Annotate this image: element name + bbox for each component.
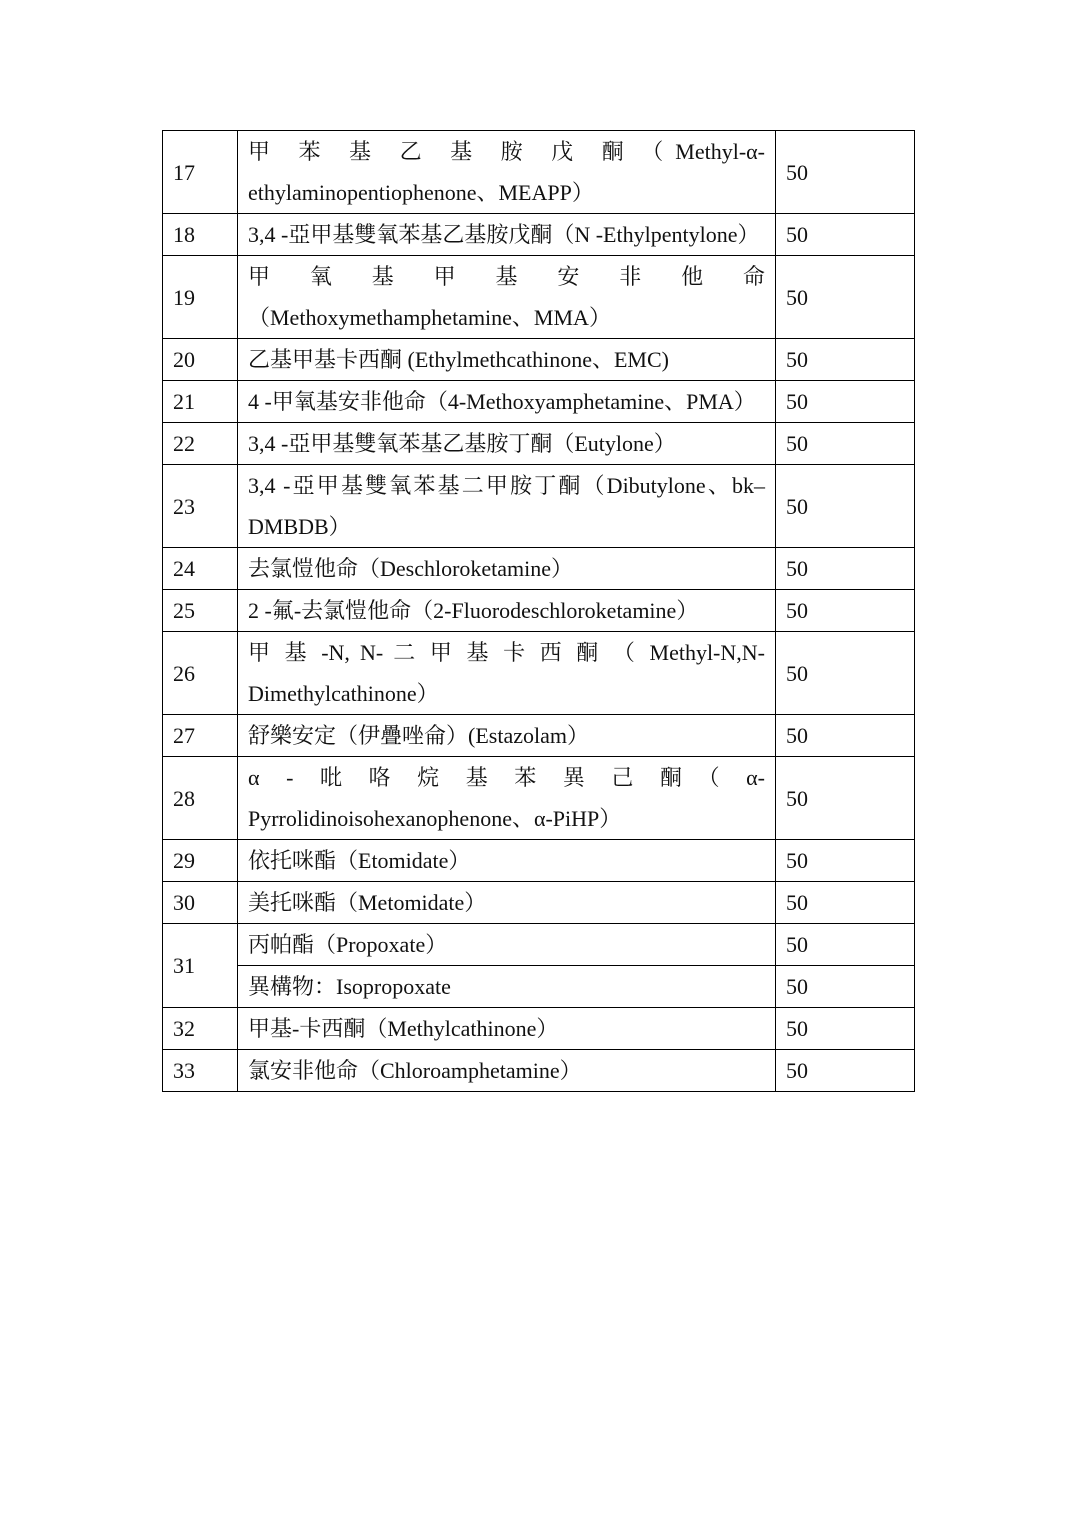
substance-value: 50 [776, 256, 915, 339]
substance-value: 50 [776, 632, 915, 715]
substance-name: 去氯愷他命（Deschloroketamine） [238, 548, 776, 590]
substance-value: 50 [776, 214, 915, 256]
row-number: 32 [163, 1008, 238, 1050]
row-number: 33 [163, 1050, 238, 1092]
row-number: 31 [163, 924, 238, 1008]
substance-value: 50 [776, 882, 915, 924]
row-number: 29 [163, 840, 238, 882]
table-row [163, 1050, 915, 1092]
row-number: 28 [163, 757, 238, 840]
table-row [163, 256, 915, 339]
row-number: 19 [163, 256, 238, 339]
substance-name: 乙基甲基卡西酮 (Ethylmethcathinone、EMC) [238, 339, 776, 381]
substance-name: 2 -氟-去氯愷他命（2-Fluorodeschloroketamine） [238, 590, 776, 632]
table-row [163, 632, 915, 715]
table-row [163, 465, 915, 548]
row-number: 30 [163, 882, 238, 924]
row-number: 27 [163, 715, 238, 757]
substance-name: 氯安非他命（Chloroamphetamine） [238, 1050, 776, 1092]
row-number: 21 [163, 381, 238, 423]
substance-name: 3,4 -亞甲基雙氧苯基乙基胺丁酮（Eutylone） [238, 423, 776, 465]
substance-name: 3,4 -亞甲基雙氧苯基二甲胺丁酮（Dibutylone、bk–DMBDB） [238, 465, 776, 548]
substance-table [162, 130, 915, 1092]
row-number: 17 [163, 131, 238, 214]
substance-value: 50 [776, 590, 915, 632]
substance-value: 50 [776, 465, 915, 548]
table-row [163, 214, 915, 256]
substance-name: 甲基-卡西酮（Methylcathinone） [238, 1008, 776, 1050]
substance-name: 甲 氧 基 甲 基 安 非 他 命（Methoxymethamphetamine、MMA） [238, 256, 776, 339]
row-number: 24 [163, 548, 238, 590]
substance-value: 50 [776, 715, 915, 757]
substance-name: 4 -甲氧基安非他命（4-Methoxyamphetamine、PMA） [238, 381, 776, 423]
table-row [163, 840, 915, 882]
substance-name: 甲 苯 基 乙 基 胺 戊 酮 （ Methyl-α-ethylaminopentiophenone、MEAPP） [238, 131, 776, 214]
table-row [163, 924, 915, 966]
substance-name: 3,4 -亞甲基雙氧苯基乙基胺戊酮（N -Ethylpentylone） [238, 214, 776, 256]
substance-isomer-name: 異構物：Isopropoxate [238, 966, 776, 1008]
substance-value: 50 [776, 924, 915, 966]
table-row [163, 339, 915, 381]
row-number: 20 [163, 339, 238, 381]
table-row [163, 757, 915, 840]
table-row [163, 966, 915, 1008]
substance-value: 50 [776, 966, 915, 1008]
substance-name: 依托咪酯（Etomidate） [238, 840, 776, 882]
table-row [163, 381, 915, 423]
row-number: 23 [163, 465, 238, 548]
table-row [163, 1008, 915, 1050]
substance-value: 50 [776, 1008, 915, 1050]
table-row [163, 423, 915, 465]
substance-name: 甲 基 -N, N- 二 甲 基 卡 西 酮 （ Methyl-N,N-Dimethylcathinone） [238, 632, 776, 715]
row-number: 22 [163, 423, 238, 465]
table-row [163, 590, 915, 632]
table-row [163, 548, 915, 590]
table-row [163, 715, 915, 757]
row-number: 26 [163, 632, 238, 715]
substance-name: α - 吡 咯 烷 基 苯 異 己 酮 （ α-Pyrrolidinoisohexanophenone、α-PiHP） [238, 757, 776, 840]
substance-value: 50 [776, 1050, 915, 1092]
row-number: 25 [163, 590, 238, 632]
substance-value: 50 [776, 423, 915, 465]
substance-value: 50 [776, 131, 915, 214]
row-number: 18 [163, 214, 238, 256]
substance-table-body [163, 131, 915, 1092]
substance-value: 50 [776, 381, 915, 423]
substance-value: 50 [776, 339, 915, 381]
substance-value: 50 [776, 840, 915, 882]
table-row [163, 131, 915, 214]
substance-name: 美托咪酯（Metomidate） [238, 882, 776, 924]
substance-name: 舒樂安定（伊疊唑侖）(Estazolam） [238, 715, 776, 757]
substance-name: 丙帕酯（Propoxate） [238, 924, 776, 966]
substance-value: 50 [776, 757, 915, 840]
substance-value: 50 [776, 548, 915, 590]
table-row [163, 882, 915, 924]
